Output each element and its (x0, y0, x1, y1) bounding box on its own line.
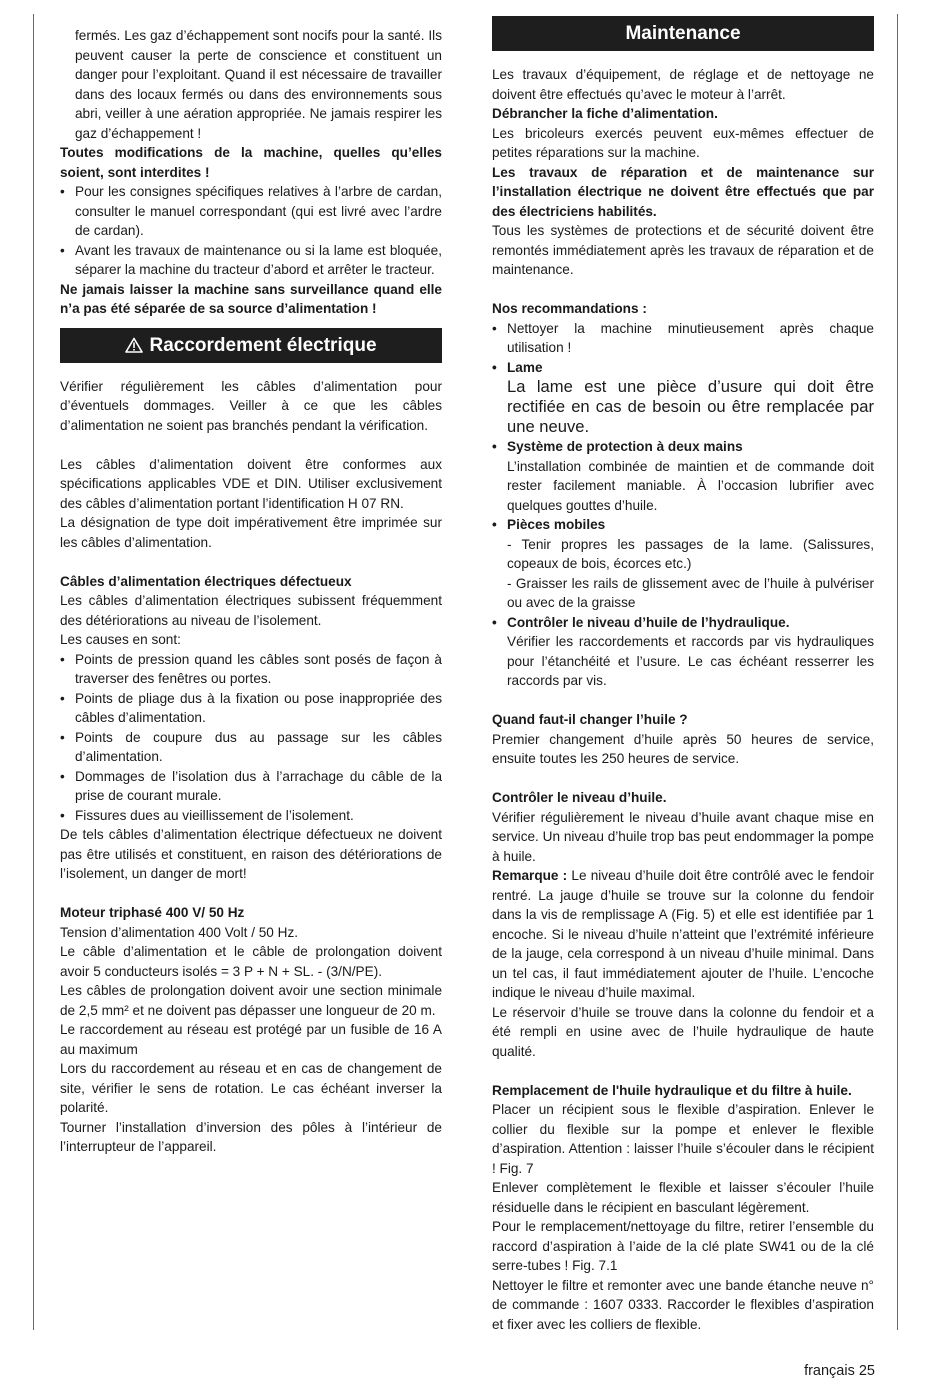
paragraph: La désignation de type doit impérativement être imprimée sur les câbles d’alimentation. (60, 515, 442, 550)
subheading-recommendations: Nos recommandations : (492, 301, 647, 316)
paragraph: Tous les systèmes de protections et de sécurité doivent être remontés immédiatement après les travaux de réparation et de maintenance. (492, 223, 874, 277)
paragraph: Nettoyer le filtre et remonter avec une bande étanche neuve n° de commande : 1607 0333. Raccorder le flexibles d’aspiration et fixer avec les colliers de flexible. (492, 1277, 874, 1332)
warning-triangle-icon (125, 330, 143, 365)
paragraph: Les câbles de prolongation doivent avoir une section minimale de 2,5 mm² et ne doivent pas dépasser une longueur de 20 m. (60, 983, 442, 1018)
section-title: Raccordement électrique (149, 334, 377, 356)
paragraph: Enlever complètement le flexible et laisser s’écouler l’huile résiduelle dans le récipient en basculant légèrement. (492, 1180, 874, 1215)
left-margin-rule (33, 14, 34, 1330)
list-item: • Pour les consignes spécifiques relatives à l’arbre de cardan, consulter le manuel correspondant (qui est livré avec l’ardre de cardan). (60, 182, 442, 241)
subheading-oil-replacement: Remplacement de l'huile hydraulique et du filtre à huile. (492, 1082, 852, 1098)
paragraph: Pour le remplacement/nettoyage du filtre, retirer l’ensemble du raccord d’aspiration à l’aide de la clé plate SW41 ou de la clé serre-tubes ! Fig. 7.1 (492, 1219, 874, 1273)
list-item-label: • Lame (492, 358, 874, 378)
paragraph: De tels câbles d’alimentation électrique défectueux ne doivent pas être utilisés et constituent, en raison des détériorations de l’isolement, un danger de mort! (60, 827, 442, 881)
paragraph: Les câbles d’alimentation doivent être conformes aux spécifications applicables VDE et DIN. Utiliser exclusivement des câbles d’alimentation portant l’identification H 07 RN. (60, 456, 442, 511)
paragraph: Le câble d’alimentation et le câble de prolongation doivent avoir 5 conducteurs isolés = 3 P + N + SL. - (3/N/PE). (60, 944, 442, 979)
paragraph: Les câbles d’alimentation électriques subissent fréquemment des détériorations au niveau de l’isolement. (60, 593, 442, 628)
unattended-warning: Ne jamais laisser la machine sans surveillance quand elle n’a pas été séparée de sa source d’alimentation ! (60, 281, 442, 316)
paragraph: Le réservoir d’huile se trouve dans la colonne du fendoir et a été rempli en usine avec de l’huile hydraulique de haute qualité. (492, 1004, 874, 1059)
subheading-oil-level: Contrôler le niveau d’huile. (492, 790, 667, 805)
modifications-warning: Toutes modifications de la machine, quelles qu’elles soient, sont interdites ! (60, 145, 442, 180)
moving-parts-text: - Graisser les rails de glissement avec de l’huile à pulvériser ou avec de la graisse (507, 575, 874, 610)
page-number: français 25 (804, 1363, 875, 1379)
paragraph: Vérifier régulièrement les câbles d’alimentation pour d’éventuels dommages. Veiller à ce que les câbles d’alimentation ne soient pas branchés pendant la vérification. (60, 378, 442, 433)
section-title: Maintenance (625, 23, 741, 44)
list-item-label: • Contrôler le niveau d’huile de l’hydraulique. (492, 613, 874, 633)
electricians-warning: Les travaux de réparation et de maintenance sur l’installation électrique ne doivent être effectués que par des électriciens habilités. (492, 164, 874, 219)
list-item: • Points de pliage dus à la fixation ou pose inappropriée des câbles d’alimentation. (60, 689, 442, 728)
list-item: • Avant les travaux de maintenance ou si la lame est bloquée, séparer la machine du tracteur d’abord et arrêter le tracteur. (60, 241, 442, 280)
remark-text: Le niveau d’huile doit être contrôlé avec le fendoir rentré. La jauge d’huile se trouve sur la colonne du fendoir dans la vis de remplissage A (Fig. 5) et elle est identifiée par 1 encoche. Si le niveau d’huile n’atteint que l’extrémité inférieure de la jauge, cela correspond à un niveau d’huile minimal. Dans un tel cas, il faut immédiatement ajouter de l’huile. L’encoche indique le niveau d’huile maximal. (492, 868, 874, 1000)
list-item-label: • Système de protection à deux mains (492, 437, 874, 457)
exhaust-paragraph: fermés. Les gaz d’échappement sont nocifs pour la santé. Ils peuvent causer la perte de conscience et constituent un danger pour l’exploitant. Quand il est nécessaire de travailler dans des locaux fermés ou dans des environnements sous abri, veiller à une aération appropriée. Ne jamais respirer les gaz d’échappement ! (75, 28, 442, 141)
hydraulic-text: Vérifier les raccordements et raccords par vis hydrauliques pour l’étanchéité et l’usure. Le cas échéant resserrer les raccords par vis. (507, 634, 874, 688)
paragraph: Les travaux d’équipement, de réglage et de nettoyage ne doivent être effectués qu’avec le moteur à l’arrêt. (492, 67, 874, 102)
blade-text: La lame est une pièce d’usure qui doit être rectifiée en cas de besoin ou être remplacée par une neuve. (507, 377, 874, 436)
list-item: • Nettoyer la machine minutieusement après chaque utilisation ! (492, 319, 874, 358)
subheading-oil-change: Quand faut-il changer l’huile ? (492, 712, 688, 727)
paragraph: Lors du raccordement au réseau et en cas de changement de site, vérifier le sens de rotation. Le cas échéant inverser la polarité. (60, 1061, 442, 1115)
right-column (492, 23, 874, 1334)
paragraph: Vérifier régulièrement le niveau d’huile avant chaque mise en service. Un niveau d’huile trop bas peut endommager la pompe à huile. (492, 809, 874, 864)
list-item: • Points de coupure dus au passage sur les câbles d’alimentation. (60, 728, 442, 767)
section-header-electrical (60, 328, 442, 363)
moving-parts-text: - Tenir propres les passages de la lame. (Salissures, copeaux de bois, écorces etc.) (507, 536, 874, 571)
left-column (60, 26, 442, 1157)
list-item-label: • Pièces mobiles (492, 515, 874, 535)
two-hand-text: L’installation combinée de maintien et de commande doit rester facilement maniable. À l’occasion lubrifier avec quelques gouttes d’huile. (507, 458, 874, 513)
list-item: • Points de pression quand les câbles sont posés de façon à traverser des fenêtres ou portes. (60, 650, 442, 689)
unplug-instruction: Débrancher la fiche d’alimentation. (492, 106, 718, 121)
subheading-defective-cables: Câbles d’alimentation électriques défectueux (60, 573, 352, 589)
paragraph: Tension d’alimentation 400 Volt / 50 Hz. (60, 924, 299, 940)
remark-label: Remarque : (492, 868, 568, 883)
paragraph: Les causes en sont: (60, 632, 181, 647)
right-margin-rule (897, 14, 898, 1330)
list-item: • Fissures dues au vieillissement de l’isolement. (60, 806, 442, 826)
paragraph: Tourner l’installation d’inversion des pôles à l’intérieur de l’interrupteur de l’appareil. (60, 1119, 442, 1154)
paragraph: Les bricoleurs exercés peuvent eux-mêmes effectuer de petites réparations sur la machine. (492, 125, 874, 160)
remark-paragraph (492, 866, 874, 1003)
paragraph: Premier changement d’huile après 50 heures de service, ensuite toutes les 250 heures de service. (492, 731, 874, 766)
paragraph: Placer un récipient sous le flexible d’aspiration. Enlever le collier du flexible sur la pompe et enlever le flexible d’aspiration. Attention : laisser l’huile s’écouler dans le récipient ! Fig. 7 (492, 1102, 874, 1176)
section-header-maintenance (492, 16, 874, 51)
subheading-motor: Moteur triphasé 400 V/ 50 Hz (60, 905, 245, 920)
paragraph: Le raccordement au réseau est protégé par un fusible de 16 A au maximum (60, 1022, 442, 1057)
list-item: • Dommages de l’isolation dus à l’arrachage du câble de la prise de courant murale. (60, 767, 442, 806)
